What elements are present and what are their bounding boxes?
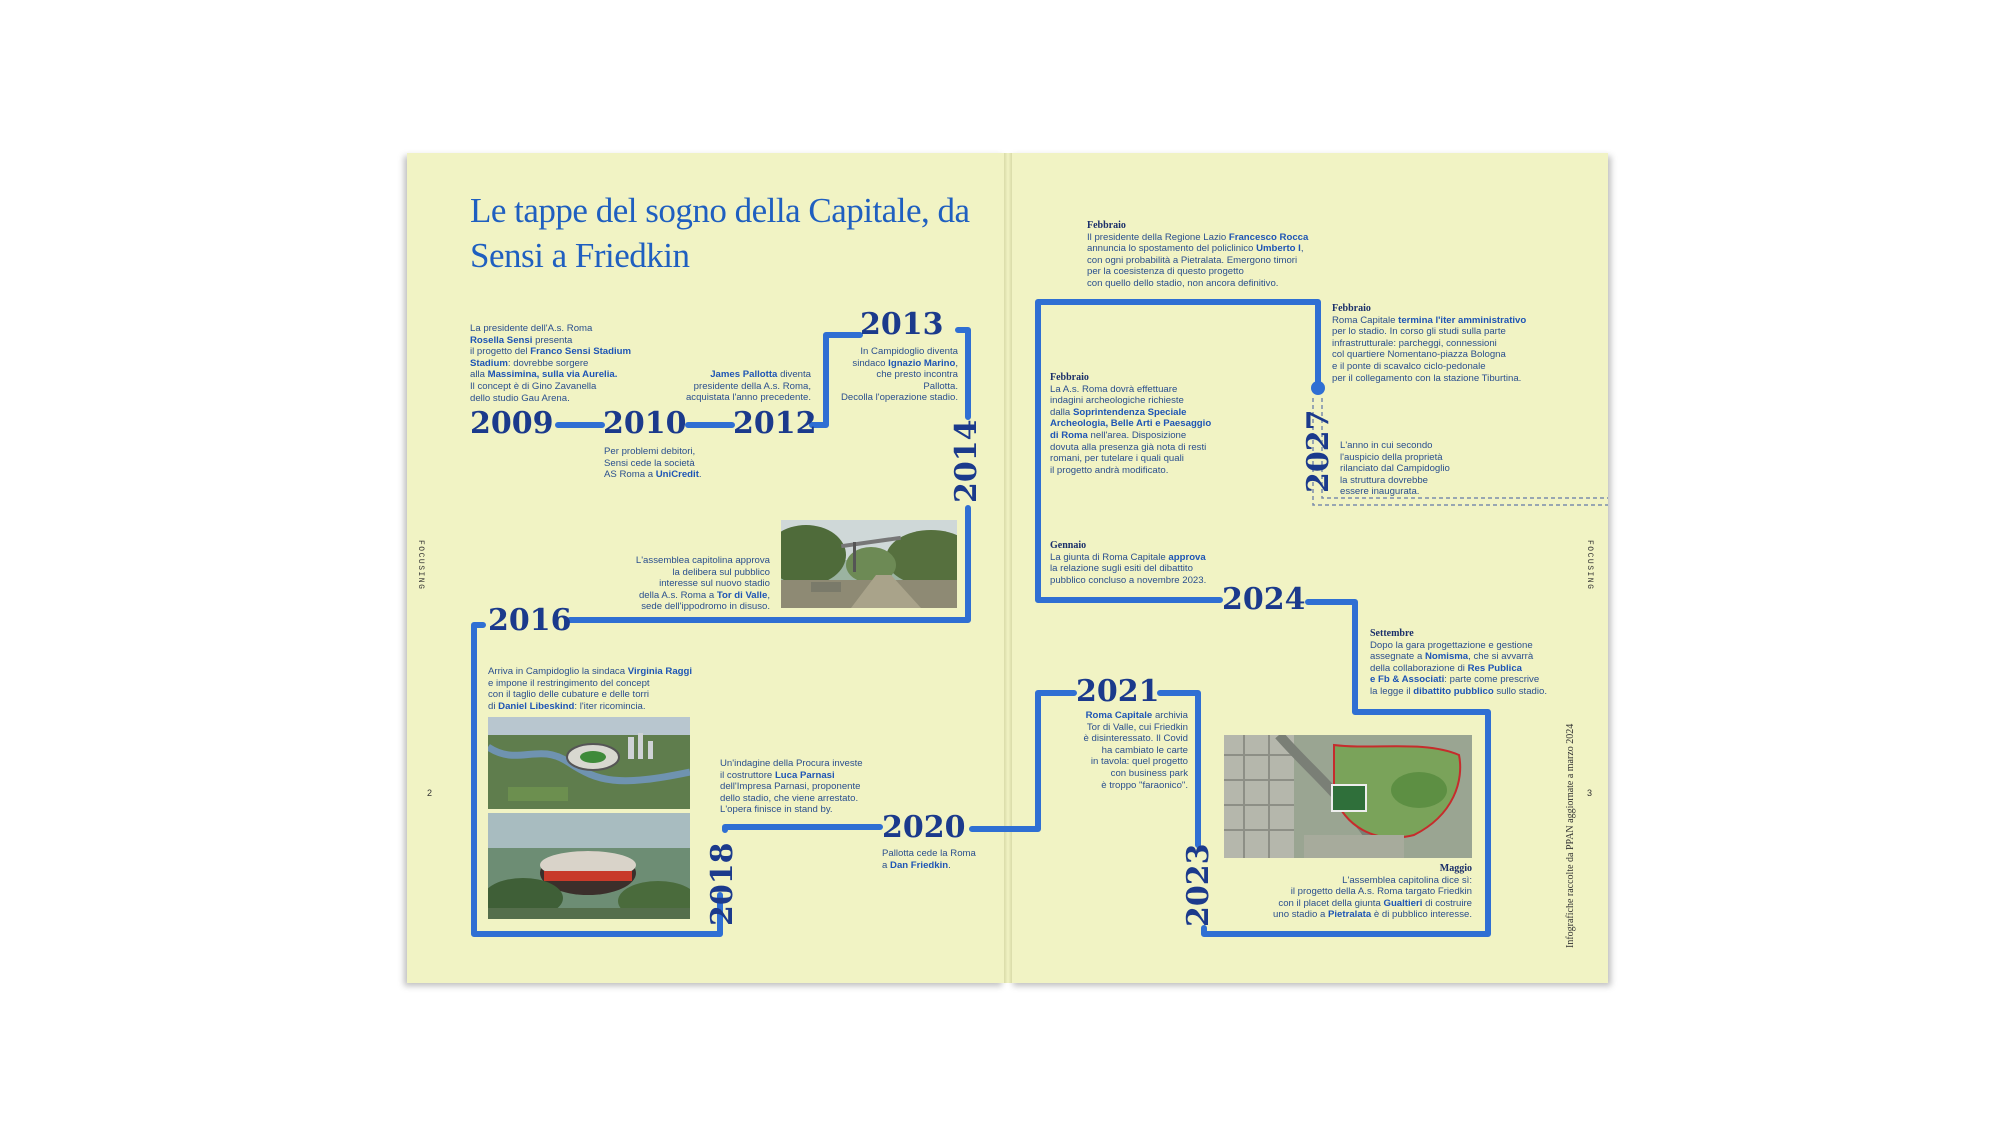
event-2016-text: Arriva in Campidoglio la sindaca Virginia Raggi e impone il restringimento del concept con il taglio delle cubature e delle torri di Daniel Libeskind: l'iter ricomincia.	[488, 666, 693, 712]
stadium-aerial-render	[488, 717, 690, 809]
event-2024-febbraio-policlinico-text: Febbraio Il presidente della Regione Lazio Francesco Rocca annuncia lo spostamento del policlinico Umberto I, con ogni probabilità a Pietralata. Emergono timori per la coesistenza di questo progetto con quello dello stadio, non ancora definitivo.	[1087, 220, 1309, 289]
year-2016: 2016	[488, 603, 572, 638]
event-2020-text: Pallotta cede la Roma a Dan Friedkin.	[882, 848, 976, 871]
event-2024-gennaio-text: Gennaio La giunta di Roma Capitale approva la relazione sugli esiti del dibattito pubblico concluso a novembre 2023.	[1050, 540, 1207, 586]
year-2020: 2020	[882, 810, 966, 845]
year-2021: 2021	[1076, 674, 1160, 709]
page-number-left: 2	[427, 788, 433, 798]
side-label-left: FOCUSING	[416, 540, 425, 591]
year-2014: 2014	[949, 419, 984, 503]
event-2027-text: L'anno in cui secondo l'auspicio della proprietà rilanciato dal Campidoglio la struttura dovrebbe essere inaugurata.	[1340, 440, 1450, 498]
event-2021-text: Roma Capitale archivia Tor di Valle, cui Friedkin è disinteressato. Il Covid ha cambiato le carte in tavola: quel progetto con business park è troppo "faraonico".	[1083, 710, 1188, 791]
event-2009-text: La presidente dell'A.s. Roma Rosella Sensi presenta il progetto del Franco Sensi Stadium Stadium: dovrebbe sorgere alla Massimina, sulla via Aurelia. Il concept è di Gino Zavanella dello studio Gau Arena.	[470, 323, 632, 404]
year-2018: 2018	[705, 842, 740, 926]
event-2012-text: James Pallotta diventa presidente della A.s. Roma, acquistata l'anno precedente.	[685, 369, 811, 404]
tor-di-valle-photo	[781, 520, 957, 608]
event-2018-text: Un'indagine della Procura investe il costruttore Luca Parnasi dell'Impresa Parnasi, proponente dello stadio, che viene arrestato. L'opera finisce in stand by.	[720, 758, 863, 816]
stadium-night-render	[488, 813, 690, 919]
year-2012: 2012	[733, 406, 817, 441]
event-2024-febbraio-soprintendenza-text: Febbraio La A.s. Roma dovrà effettuare indagini archeologiche richieste dalla Soprintendenza Speciale Archeologia, Belle Arti e Paesaggio di Roma nell'area. Disposizione dovuta alla presenza già nota di resti romani, per tutelare i quali quali il progetto andrà modificato.	[1050, 372, 1212, 476]
year-2027: 2027	[1301, 409, 1336, 493]
event-2014-text: L'assemblea capitolina approva la delibera sul pubblico interesse sul nuovo stadio della A.s. Roma a Tor di Valle, sede dell'ippodromo in disuso.	[635, 555, 770, 613]
timeline-segment-2018-2020	[725, 827, 880, 830]
event-2023-text: Maggio L'assemblea capitolina dice sì: il progetto della A.s. Roma targato Friedkin con il placet della giunta Gualtieri di costruire uno stadio a Pietralata è di pubblico interesse.	[1273, 863, 1472, 921]
year-2024: 2024	[1222, 582, 1306, 617]
year-2013: 2013	[860, 307, 944, 342]
infographic-credit: Infografiche raccolte da PPAN aggiornate a marzo 2024	[1565, 723, 1576, 948]
event-2010-text: Per problemi debitori, Sensi cede la società AS Roma a UniCredit.	[604, 446, 702, 481]
pietralata-satellite-map	[1224, 735, 1472, 858]
year-2010: 2010	[603, 406, 687, 441]
year-2009: 2009	[470, 406, 554, 441]
timeline-endpoint-dot	[1311, 381, 1325, 395]
side-label-right: FOCUSING	[1585, 540, 1594, 591]
event-2024-febbraio-iter-text: Febbraio Roma Capitale termina l'iter amministrativo per lo stadio. In corso gli studi sulla parte infrastrutturale: parcheggi, connessioni col quartiere Nomentano-piazza Bologna e il ponte di scavalco ciclo-pedonale per il collegamento con la stazione Tiburtina.	[1332, 303, 1527, 384]
page-number-right: 3	[1587, 788, 1593, 798]
event-2013-text: In Campidoglio diventa sindaco Ignazio Marino, che presto incontra Pallotta. Decolla l'operazione stadio.	[840, 346, 958, 404]
year-2023: 2023	[1181, 843, 1216, 927]
event-2024-settembre-text: Settembre Dopo la gara progettazione e gestione assegnate a Nomisma, che si avvarrà della collaborazione di Res Publica e Fb & Associati: parte come prescrive la legge il dibattito pubblico sullo stadio.	[1370, 628, 1548, 697]
page-title: Le tappe del sogno della Capitale, da Sensi a Friedkin	[470, 191, 970, 275]
